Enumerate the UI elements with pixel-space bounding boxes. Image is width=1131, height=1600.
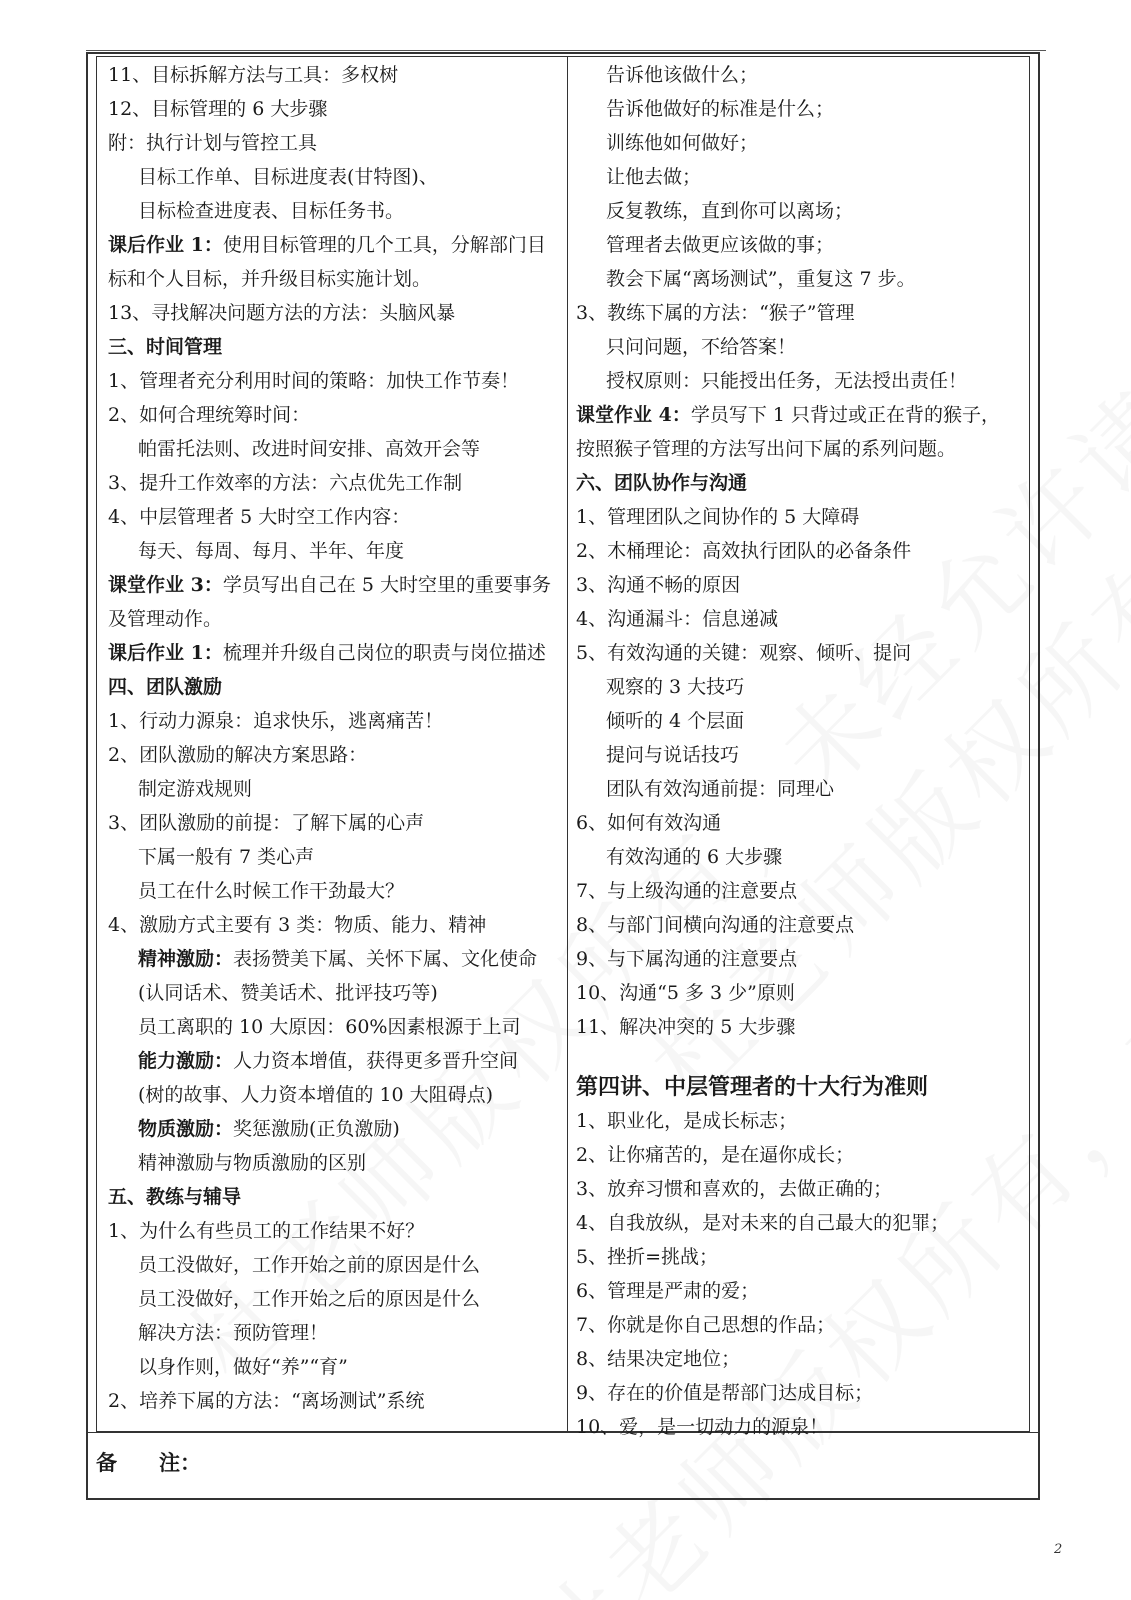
text-line — [108, 330, 564, 364]
text-line — [576, 1138, 1026, 1172]
text-line — [108, 92, 564, 126]
line-text: 制定游戏规则 — [138, 778, 253, 800]
line-text: 附：执行计划与管控工具 — [108, 132, 318, 154]
remarks-label: 备 注： — [96, 1450, 201, 1475]
line-text: 4、中层管理者 5 大时空工作内容： — [108, 506, 411, 528]
text-line — [576, 568, 1026, 602]
line-text: 奖惩激励(正负激励) — [233, 1118, 400, 1140]
line-text: 1、职业化，是成长标志； — [576, 1110, 798, 1132]
text-line — [108, 296, 564, 330]
text-line — [108, 840, 564, 874]
line-text: 13、寻找解决问题方法的方法：头脑风暴 — [108, 302, 456, 324]
line-text: 10、爱，是一切动力的源泉！ — [576, 1416, 829, 1438]
text-line — [108, 1282, 564, 1316]
line-text: 2、让你痛苦的，是在逼你成长； — [576, 1144, 855, 1166]
text-line — [576, 772, 1026, 806]
line-text: 授权原则：只能授出任务，无法授出责任！ — [606, 370, 968, 392]
text-line — [576, 262, 1026, 296]
text-line — [108, 466, 564, 500]
line-text: 目标工作单、目标进度表(甘特图)、 — [138, 166, 438, 188]
bold-label: 物质激励： — [138, 1118, 234, 1140]
left-column — [108, 58, 564, 1418]
line-text: 11、目标拆解方法与工具：多权树 — [108, 64, 399, 86]
text-line — [576, 92, 1026, 126]
text-line — [576, 1010, 1026, 1044]
text-line — [108, 58, 564, 92]
text-line — [576, 364, 1026, 398]
text-line — [576, 330, 1026, 364]
text-line — [576, 942, 1026, 976]
line-text: 7、你就是你自己思想的作品； — [576, 1314, 836, 1336]
line-text: 8、与部门间横向沟通的注意要点 — [576, 914, 855, 936]
text-line — [108, 670, 564, 704]
text-line — [576, 1044, 1026, 1070]
text-line — [576, 908, 1026, 942]
line-text: 1、管理团队之间协作的 5 大障碍 — [576, 506, 860, 528]
line-text: 2、团队激励的解决方案思路： — [108, 744, 368, 766]
text-line — [576, 738, 1026, 772]
text-line — [108, 1316, 564, 1350]
line-text: 员工没做好，工作开始之前的原因是什么 — [138, 1254, 481, 1276]
line-text: 按照猴子管理的方法写出问下属的系列问题。 — [576, 438, 957, 460]
text-line — [576, 194, 1026, 228]
line-text: 提问与说话技巧 — [606, 744, 740, 766]
line-text: 告诉他该做什么； — [606, 64, 759, 86]
line-text: 3、教练下属的方法：“猴子”管理 — [576, 302, 855, 324]
line-text: 人力资本增值，获得更多晋升空间 — [233, 1050, 519, 1072]
line-text: 告诉他做好的标准是什么； — [606, 98, 835, 120]
line-text: 10、沟通“5 多 3 少”原则 — [576, 982, 795, 1004]
text-line — [576, 636, 1026, 670]
bold-label: 课堂作业 4： — [576, 404, 691, 426]
text-line — [108, 160, 564, 194]
line-text: 12、目标管理的 6 大步骤 — [108, 98, 328, 120]
line-text: 7、与上级沟通的注意要点 — [576, 880, 798, 902]
line-text: 2、如何合理统筹时间： — [108, 404, 311, 426]
line-text: 及管理动作。 — [108, 608, 223, 630]
bold-label: 五、教练与辅导 — [108, 1186, 242, 1208]
text-line — [576, 1240, 1026, 1274]
line-text: 员工没做好，工作开始之后的原因是什么 — [138, 1288, 481, 1310]
text-line — [576, 1410, 1026, 1444]
text-line — [108, 1350, 564, 1384]
line-text: 让他去做； — [606, 166, 702, 188]
text-line — [108, 1180, 564, 1214]
text-line — [108, 1078, 564, 1112]
text-line — [108, 806, 564, 840]
line-text: 教会下属“离场测试”，重复这 7 步。 — [606, 268, 916, 290]
text-line — [108, 364, 564, 398]
text-line — [108, 432, 564, 466]
line-text: 倾听的 4 个层面 — [606, 710, 745, 732]
line-text: 6、管理是严肃的爱； — [576, 1280, 760, 1302]
text-line — [576, 704, 1026, 738]
text-line — [576, 126, 1026, 160]
line-text: 每天、每周、每月、半年、年度 — [138, 540, 405, 562]
bold-label: 课后作业 1： — [108, 234, 223, 256]
line-text: 团队有效沟通前提：同理心 — [606, 778, 835, 800]
text-line — [108, 568, 564, 602]
text-line — [576, 466, 1026, 500]
line-text: 8、结果决定地位； — [576, 1348, 741, 1370]
text-line — [108, 1248, 564, 1282]
text-line — [108, 908, 564, 942]
line-text: 学员写出自己在 5 大时空里的重要事务 — [222, 574, 552, 596]
text-line — [576, 1104, 1026, 1138]
line-text: 下属一般有 7 类心声 — [138, 846, 315, 868]
line-text: 表扬赞美下属、关怀下属、文化使命 — [233, 948, 538, 970]
text-line — [108, 1112, 564, 1146]
line-text: 员工离职的 10 大原因：60%因素根源于上司 — [138, 1016, 521, 1038]
text-line — [576, 228, 1026, 262]
line-text: 3、团队激励的前提：了解下属的心声 — [108, 812, 425, 834]
line-text: 1、为什么有些员工的工作结果不好？ — [108, 1220, 425, 1242]
line-text: 5、挫折=挑战； — [576, 1246, 719, 1268]
text-line — [108, 1214, 564, 1248]
line-text: 4、激励方式主要有 3 类：物质、能力、精神 — [108, 914, 487, 936]
text-line — [576, 1342, 1026, 1376]
text-line — [108, 1010, 564, 1044]
line-text: 标和个人目标，并升级目标实施计划。 — [108, 268, 432, 290]
text-line — [108, 126, 564, 160]
line-text: 4、沟通漏斗：信息递减 — [576, 608, 779, 630]
text-line — [576, 840, 1026, 874]
text-line — [576, 398, 1026, 432]
bold-label: 课堂作业 3： — [108, 574, 223, 596]
text-line — [108, 1044, 564, 1078]
text-line — [108, 1146, 564, 1180]
text-line — [576, 1206, 1026, 1240]
text-line — [576, 1172, 1026, 1206]
text-line — [576, 806, 1026, 840]
text-line — [576, 58, 1026, 92]
line-text: 9、存在的价值是帮部门达成目标； — [576, 1382, 874, 1404]
text-line — [108, 262, 564, 296]
line-text: 目标检查进度表、目标任务书。 — [138, 200, 405, 222]
line-text: 使用目标管理的几个工具，分解部门目 — [222, 234, 546, 256]
line-text: (树的故事、人力资本增值的 10 大阻碍点) — [138, 1084, 494, 1106]
text-line — [576, 874, 1026, 908]
text-line — [576, 534, 1026, 568]
page-number: 2 — [1054, 1542, 1063, 1557]
line-text: 5、有效沟通的关键：观察、倾听、提问 — [576, 642, 912, 664]
text-line — [576, 976, 1026, 1010]
text-line — [108, 398, 564, 432]
line-text: 3、沟通不畅的原因 — [576, 574, 741, 596]
column-divider — [567, 56, 568, 1432]
line-text: 3、提升工作效率的方法：六点优先工作制 — [108, 472, 463, 494]
line-text: (认同话术、赞美话术、批评技巧等) — [138, 982, 438, 1004]
text-line — [576, 602, 1026, 636]
text-line — [108, 704, 564, 738]
line-text: 1、管理者充分利用时间的策略：加快工作节奏！ — [108, 370, 520, 392]
text-line — [108, 636, 564, 670]
text-line — [576, 1070, 1026, 1104]
line-text: 学员写下 1 只背过或正在背的猴子， — [690, 404, 1001, 426]
line-text: 2、培养下属的方法：“离场测试”系统 — [108, 1390, 425, 1412]
text-line — [108, 228, 564, 262]
text-line — [108, 772, 564, 806]
line-text: 以身作则，做好“养”“育” — [138, 1356, 348, 1378]
text-line — [576, 1274, 1026, 1308]
bold-label: 精神激励： — [138, 948, 234, 970]
line-text: 2、木桶理论：高效执行团队的必备条件 — [576, 540, 912, 562]
section-heading: 第四讲、中层管理者的十大行为准则 — [576, 1074, 929, 1100]
bold-label: 六、团队协作与沟通 — [576, 472, 748, 494]
text-line — [108, 602, 564, 636]
line-text: 11、解决冲突的 5 大步骤 — [576, 1016, 796, 1038]
line-text: 训练他如何做好； — [606, 132, 759, 154]
text-line — [108, 1384, 564, 1418]
text-line — [108, 738, 564, 772]
text-line — [108, 976, 564, 1010]
line-text: 反复教练，直到你可以离场； — [606, 200, 854, 222]
line-text: 有效沟通的 6 大步骤 — [606, 846, 783, 868]
line-text: 帕雷托法则、改进时间安排、高效开会等 — [138, 438, 481, 460]
text-line — [576, 670, 1026, 704]
line-text: 4、自我放纵，是对未来的自己最大的犯罪； — [576, 1212, 950, 1234]
line-text: 只问问题，不给答案！ — [606, 336, 797, 358]
line-text: 6、如何有效沟通 — [576, 812, 722, 834]
line-text: 员工在什么时候工作干劲最大？ — [138, 880, 405, 902]
line-text: 1、行动力源泉：追求快乐，逃离痛苦！ — [108, 710, 444, 732]
line-text: 梳理并升级自己岗位的职责与岗位描述 — [222, 642, 546, 664]
text-line — [576, 296, 1026, 330]
bold-label: 三、时间管理 — [108, 336, 223, 358]
line-text: 精神激励与物质激励的区别 — [138, 1152, 367, 1174]
text-line — [576, 1376, 1026, 1410]
line-text: 观察的 3 大技巧 — [606, 676, 745, 698]
text-line — [108, 500, 564, 534]
right-column — [576, 58, 1026, 1444]
text-line — [576, 1308, 1026, 1342]
line-text: 解决方法：预防管理！ — [138, 1322, 329, 1344]
line-text: 管理者去做更应该做的事； — [606, 234, 835, 256]
bold-label: 能力激励： — [138, 1050, 234, 1072]
text-line — [576, 500, 1026, 534]
text-line — [108, 534, 564, 568]
bold-label: 四、团队激励 — [108, 676, 223, 698]
text-line — [108, 194, 564, 228]
text-line — [108, 942, 564, 976]
line-text: 3、放弃习惯和喜欢的，去做正确的； — [576, 1178, 893, 1200]
bold-label: 课后作业 1： — [108, 642, 223, 664]
text-line — [108, 874, 564, 908]
text-line — [576, 432, 1026, 466]
text-line — [576, 160, 1026, 194]
top-rule — [86, 50, 1046, 51]
line-text: 9、与下属沟通的注意要点 — [576, 948, 798, 970]
